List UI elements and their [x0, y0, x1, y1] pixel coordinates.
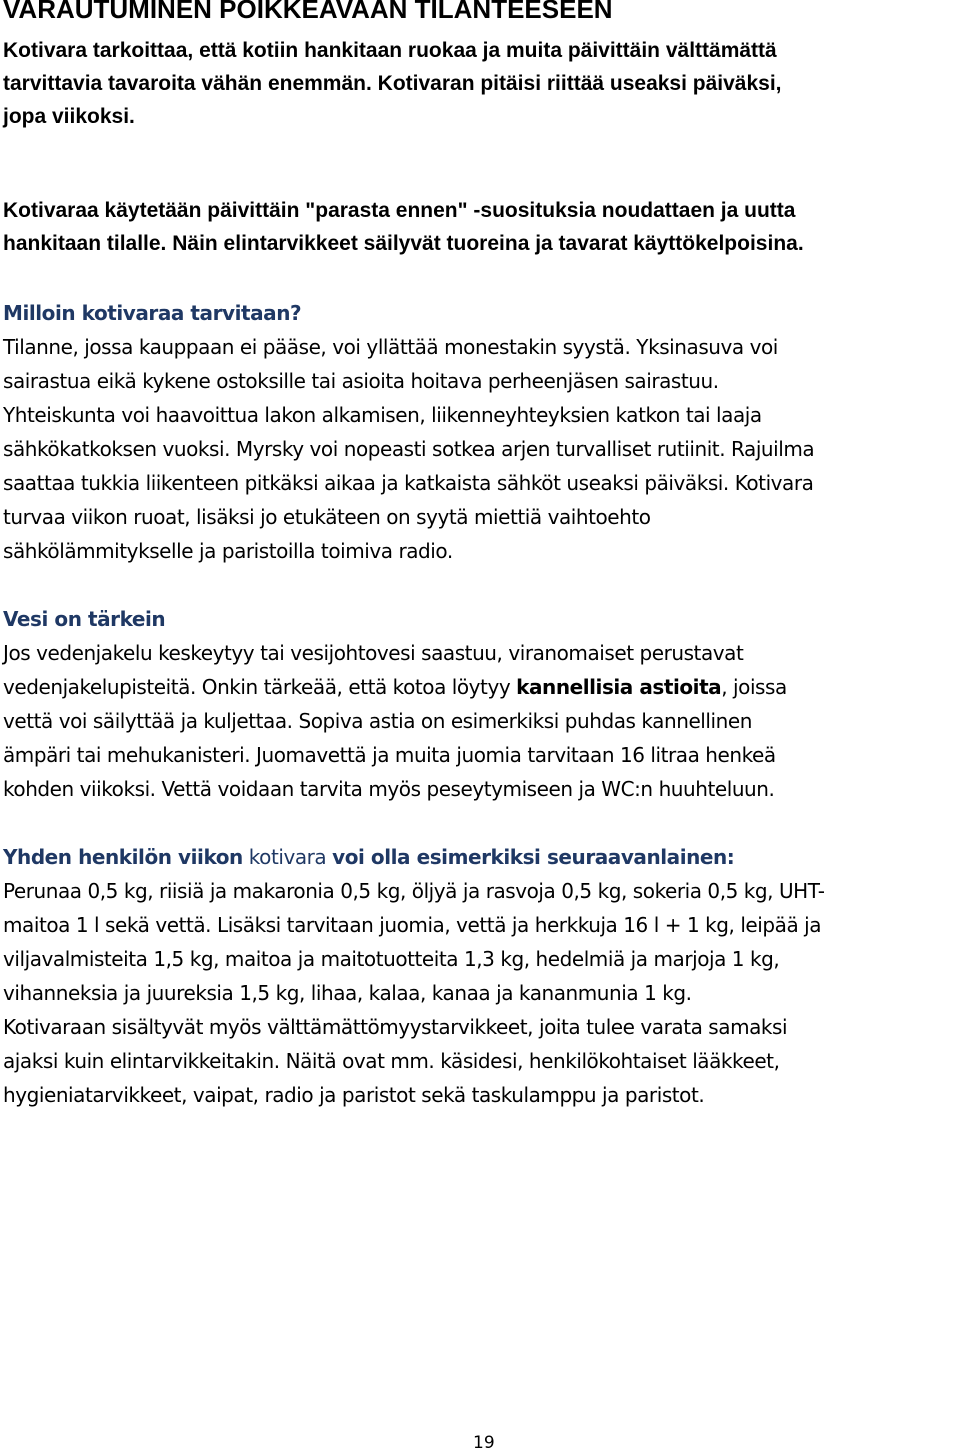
page-title: VARAUTUMINEN POIKKEAVAAN TILANTEESEEN	[3, 0, 613, 24]
heading-run: Yhden henkilön viikon	[3, 845, 243, 869]
text-line: tarvittavia tavaroita vähän enemmän. Kotivaran pitäisi riittää useaksi päiväksi,	[3, 72, 782, 95]
text-line: hankitaan tilalle. Näin elintarvikkeet säilyvät tuoreina ja tavarat käyttökelpoisina.	[3, 232, 804, 255]
intro-paragraph-2	[3, 194, 955, 260]
text-line: saattaa tukkia liikenteen pitkäksi aikaa ja katkaista sähköt useaksi päiväksi. Kotivara	[3, 471, 814, 495]
text-line: sairastua eikä kykene ostoksille tai asioita hoitava perheenjäsen sairastuu.	[3, 369, 719, 393]
section-heading	[3, 840, 955, 874]
text-line: vettä voi säilyttää ja kuljettaa. Sopiva astia on esimerkiksi puhdas kannellinen	[3, 709, 752, 733]
heading-run: kotivara	[242, 845, 333, 869]
text-line: hygieniatarvikkeet, vaipat, radio ja paristot sekä taskulamppu ja paristot.	[3, 1083, 705, 1107]
text-line: ämpäri tai mehukanisteri. Juomavettä ja muita juomia tarvitaan 16 litraa henkeä	[3, 743, 776, 767]
text-line: Yhteiskunta voi haavoittua lakon alkamisen, liikenneyhteyksien katkon tai laaja	[3, 403, 762, 427]
text-run: , joissa	[721, 675, 787, 699]
section-body	[3, 874, 955, 1112]
text-line: jopa viikoksi.	[3, 105, 135, 128]
text-line: sähkölämmitykselle ja paristoilla toimiva radio.	[3, 539, 453, 563]
text-line: turvaa viikon ruoat, lisäksi jo etukäteen on syytä miettiä vaihtoehto	[3, 505, 651, 529]
text-line: Perunaa 0,5 kg, riisiä ja makaronia 0,5 kg, öljyä ja rasvoja 0,5 kg, sokeria 0,5 kg, UHT-	[3, 879, 825, 903]
text-line: maitoa 1 l sekä vettä. Lisäksi tarvitaan juomia, vettä ja herkkuja 16 l + 1 kg, leipää ja	[3, 913, 822, 937]
section-heading: Vesi on tärkein	[3, 607, 166, 631]
page-number: 19	[473, 1433, 495, 1453]
text-line: Tilanne, jossa kauppaan ei pääse, voi yllättää monestakin syystä. Yksinasuva voi	[3, 335, 778, 359]
text-line: viljavalmisteita 1,5 kg, maitoa ja maitotuotteita 1,3 kg, hedelmiä ja marjoja 1 kg,	[3, 947, 780, 971]
text-line: ajaksi kuin elintarvikkeitakin. Näitä ovat mm. käsidesi, henkilökohtaiset lääkkeet,	[3, 1049, 780, 1073]
text-line: Kotivara tarkoittaa, että kotiin hankitaan ruokaa ja muita päivittäin välttämättä	[3, 39, 777, 62]
section-body	[3, 330, 955, 568]
text-run: vedenjakelupisteitä. Onkin tärkeää, että kotoa löytyy	[3, 675, 517, 699]
section-water	[3, 602, 955, 806]
text-line	[3, 670, 955, 704]
text-line: Jos vedenjakelu keskeytyy tai vesijohtovesi saastuu, viranomaiset perustavat	[3, 641, 744, 665]
emphasis-text: kannellisia astioita	[516, 675, 722, 699]
text-line: vihanneksia ja juureksia 1,5 kg, lihaa, kalaa, kanaa ja kananmunia 1 kg.	[3, 981, 692, 1005]
text-line: Kotivaraan sisältyvät myös välttämättömyystarvikkeet, joita tulee varata samaksi	[3, 1015, 788, 1039]
intro-paragraph-1	[3, 34, 955, 133]
text-line: kohden viikoksi. Vettä voidaan tarvita myös peseytymiseen ja WC:n huuhteluun.	[3, 777, 775, 801]
text-line: sähkökatkoksen vuoksi. Myrsky voi nopeasti sotkea arjen turvalliset rutiinit. Rajuilma	[3, 437, 815, 461]
section-heading: Milloin kotivaraa tarvitaan?	[3, 301, 302, 325]
section-body	[3, 636, 955, 806]
heading-run: voi olla esimerkiksi seuraavanlainen:	[332, 845, 735, 869]
section-when-needed	[3, 296, 955, 568]
text-line: Kotivaraa käytetään päivittäin "parasta ennen" -suosituksia noudattaen ja uutta	[3, 199, 796, 222]
section-week-supply	[3, 840, 955, 1112]
